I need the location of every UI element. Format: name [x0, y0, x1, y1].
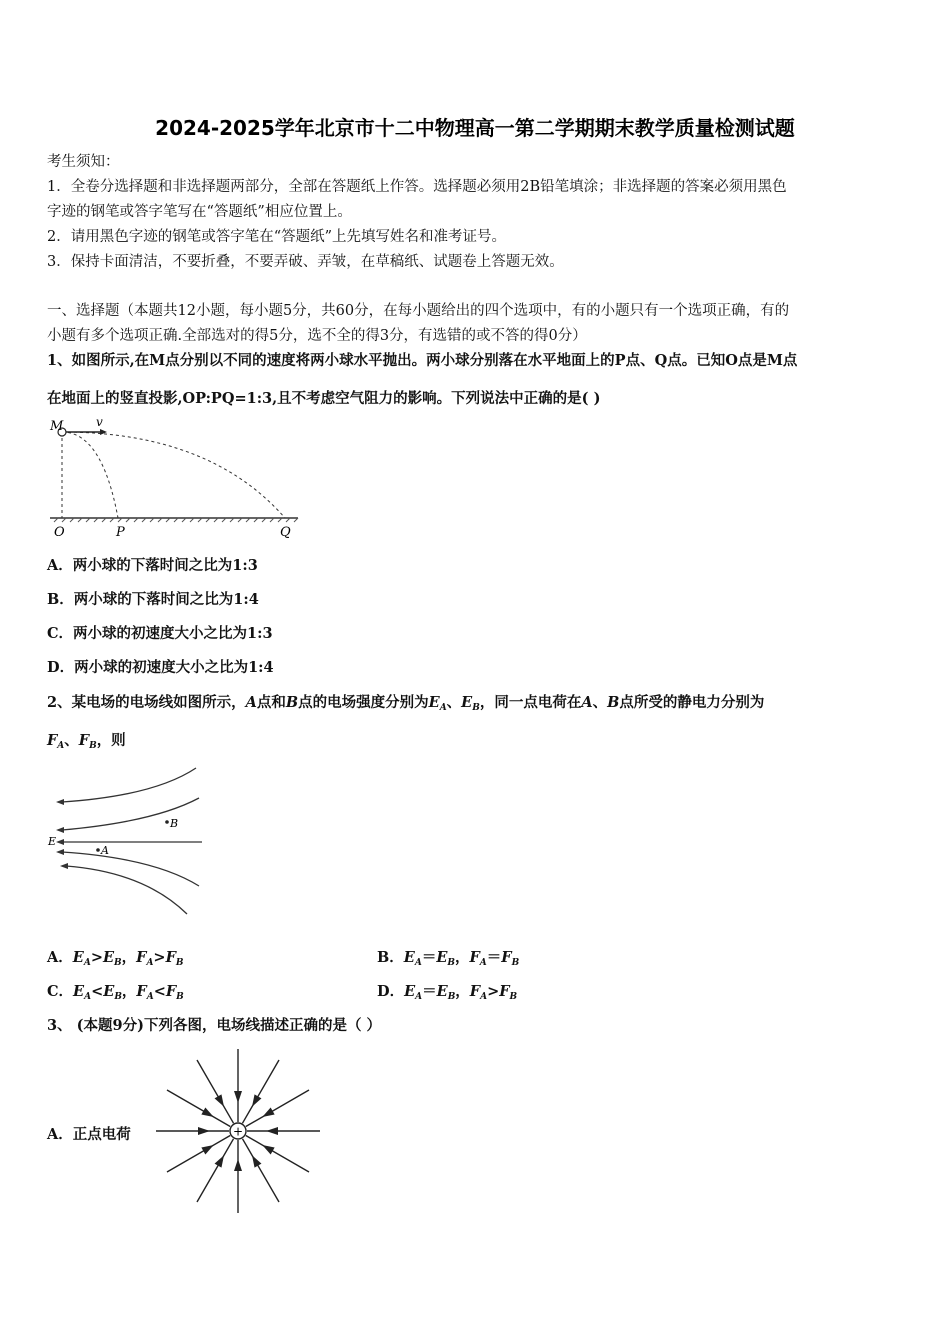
field-arrow-1 — [56, 799, 64, 805]
field-ray-arrowhead — [201, 1145, 213, 1154]
field-ray-arrowhead — [234, 1159, 242, 1171]
q2-option-d[interactable]: D．$E_A=E_B$，$F_A>F_B$ — [377, 983, 518, 1002]
q3-option-a-figure — [150, 1046, 326, 1216]
charge-sign: + — [232, 1124, 244, 1139]
field-ray-arrowhead — [252, 1094, 261, 1106]
field-ray-arrowhead — [201, 1108, 213, 1117]
q1-option-c[interactable]: C．两小球的初速度大小之比为1:3 — [47, 625, 273, 642]
q2-stem-line1: 2、某电场的电场线如图所示，A点和B点的电场强度分别为$E_A$、$E_B$，同一点电荷在A、B点所受的静电力分别为 — [47, 694, 765, 713]
field-line-4 — [62, 852, 199, 886]
page-title: 2024-2025学年北京市十二中物理高一第二学期期末教学质量检测试题 — [155, 116, 795, 140]
label-E: E — [48, 835, 57, 848]
field-line-2 — [62, 798, 199, 830]
q2-field-lines-figure — [44, 762, 214, 922]
q1-option-d[interactable]: D．两小球的初速度大小之比为1:4 — [47, 659, 274, 676]
section-heading-line2: 小题有多个选项正确.全部选对的得5分，选不全的得3分，有选错的或不答的得0分） — [47, 328, 587, 344]
field-line-1 — [62, 768, 196, 802]
q1-stem-line1: 1、如图所示,在M点分别以不同的速度将两小球水平抛出。两小球分别落在水平地面上的P点、Q点。已知O点是M点 — [47, 352, 798, 369]
label-Q: Q — [280, 525, 291, 540]
notice-item-2: 2．请用黑色字迹的钢笔或答字笔在“答题纸”上先填写姓名和准考证号。 — [47, 229, 507, 245]
notice-item-1: 1．全卷分选择题和非选择题两部分，全部在答题纸上作答。选择题必须用2B铅笔填涂；非选择题的答案必须用黑色 — [47, 179, 787, 195]
field-ray-arrowhead — [262, 1145, 274, 1154]
q1-stem-line2: 在地面上的竖直投影,OP:PQ=1:3,且不考虑空气阻力的影响。下列说法中正确的是( ) — [47, 390, 601, 407]
field-ray-arrowhead — [262, 1108, 274, 1117]
q3-stem: 3、 (本题9分)下列各图，电场线描述正确的是（ ） — [47, 1017, 381, 1034]
label-P: P — [116, 525, 125, 540]
label-M: M — [50, 419, 64, 434]
field-arrow-4 — [56, 849, 64, 855]
q2-stem-line2: $F_A$、$F_B$，则 — [47, 732, 126, 751]
label-B: B — [170, 817, 179, 830]
field-ray-arrowhead — [266, 1127, 278, 1135]
field-arrow-5 — [60, 863, 68, 869]
notice-item-1-cont: 字迹的钢笔或答字笔写在“答题纸”相应位置上。 — [47, 204, 352, 220]
label-v: v — [96, 415, 103, 429]
point-B — [165, 820, 169, 824]
field-ray-arrowhead — [234, 1091, 242, 1103]
q3-option-a[interactable]: A．正点电荷 — [47, 1126, 131, 1143]
q1-option-b[interactable]: B．两小球的下落时间之比为1:4 — [47, 591, 259, 608]
field-line-5 — [66, 866, 187, 914]
q2-option-b[interactable]: B．$E_A=E_B$，$F_A=F_B$ — [377, 949, 520, 968]
q1-projectile-figure — [40, 412, 310, 542]
q2-option-a[interactable]: A．$E_A>E_B$，$F_A>F_B$ — [47, 949, 184, 968]
field-arrow-3 — [56, 839, 64, 845]
q1-option-a[interactable]: A．两小球的下落时间之比为1:3 — [47, 557, 258, 574]
field-ray-arrowhead — [252, 1155, 261, 1167]
notice-heading: 考生须知： — [47, 154, 120, 170]
trajectory-to-Q — [62, 432, 285, 518]
label-A: A — [101, 844, 109, 857]
label-O: O — [54, 525, 65, 540]
section-heading-line1: 一、选择题（本题共12小题，每小题5分，共60分，在每小题给出的四个选项中，有的小题只有一个选项正确，有的 — [47, 303, 790, 319]
field-ray-arrowhead — [198, 1127, 210, 1135]
trajectory-to-P — [62, 432, 118, 518]
notice-item-3: 3．保持卡面清洁，不要折叠，不要弄破、弄皱，在草稿纸、试题卷上答题无效。 — [47, 254, 564, 270]
field-ray-arrowhead — [215, 1155, 224, 1167]
point-A — [96, 848, 100, 852]
field-ray-arrowhead — [215, 1094, 224, 1106]
q2-option-c[interactable]: C．$E_A<E_B$，$F_A<F_B$ — [47, 983, 184, 1002]
field-arrow-2 — [56, 827, 64, 833]
